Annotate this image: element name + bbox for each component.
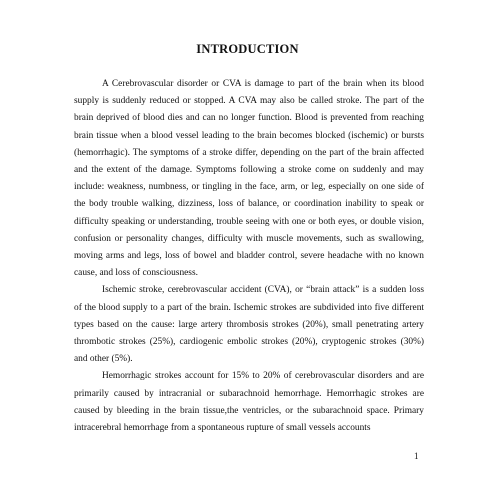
paragraph-cva-definition: A Cerebrovascular disorder or CVA is damage to part of the brain when its blood supply is suddenly reduced or stopped. A CVA may also be called stroke. The part of the brain deprived of blood dies and can no longer function. Blood is prevented from reaching brain tissue when a blood vessel leading to the brain becomes blocked (ischemic) or bursts (hemorrhagic). The symptoms of a stroke differ, depending on the part of the brain affected and the extent of the damage. Symptoms following a stroke come on suddenly and may include: weakness, numbness, or tingling in the face, arm, or leg, especially on one side of the body trouble walking, dizziness, loss of balance, or coordination inability to speak or difficulty speaking or understanding, trouble seeing with one or both eyes, or double vision, confusion or personality changes, difficulty with muscle movements, such as swallowing, moving arms and legs, loss of bowel and bladder control, severe headache with no known cause, and loss of consciousness. [74, 79, 424, 279]
body-text [74, 76, 424, 437]
page-number: 1 [414, 451, 419, 461]
paragraph-ischemic-stroke: Ischemic stroke, cerebrovascular accident (CVA), or “brain attack” is a sudden loss of the blood supply to a part of the brain. Ischemic strokes are subdivided into five different types based on the cause: large artery thrombosis strokes (20%), small penetrating artery thrombotic strokes (25%), cardiogenic embolic strokes (20%), cryptogenic strokes (30%) and other (5%). [74, 285, 424, 365]
paragraph-hemorrhagic-stroke: Hemorrhagic strokes account for 15% to 20% of cerebrovascular disorders and are primarily caused by intracranial or subarachnoid hemorrhage. Hemorrhagic strokes are caused by bleeding in the brain tissue,the ventricles, or the subarachnoid space. Primary intracerebral hemorrhage from a spontaneous rupture of small vessels accounts [74, 371, 424, 434]
page-title: INTRODUCTION [196, 42, 299, 56]
